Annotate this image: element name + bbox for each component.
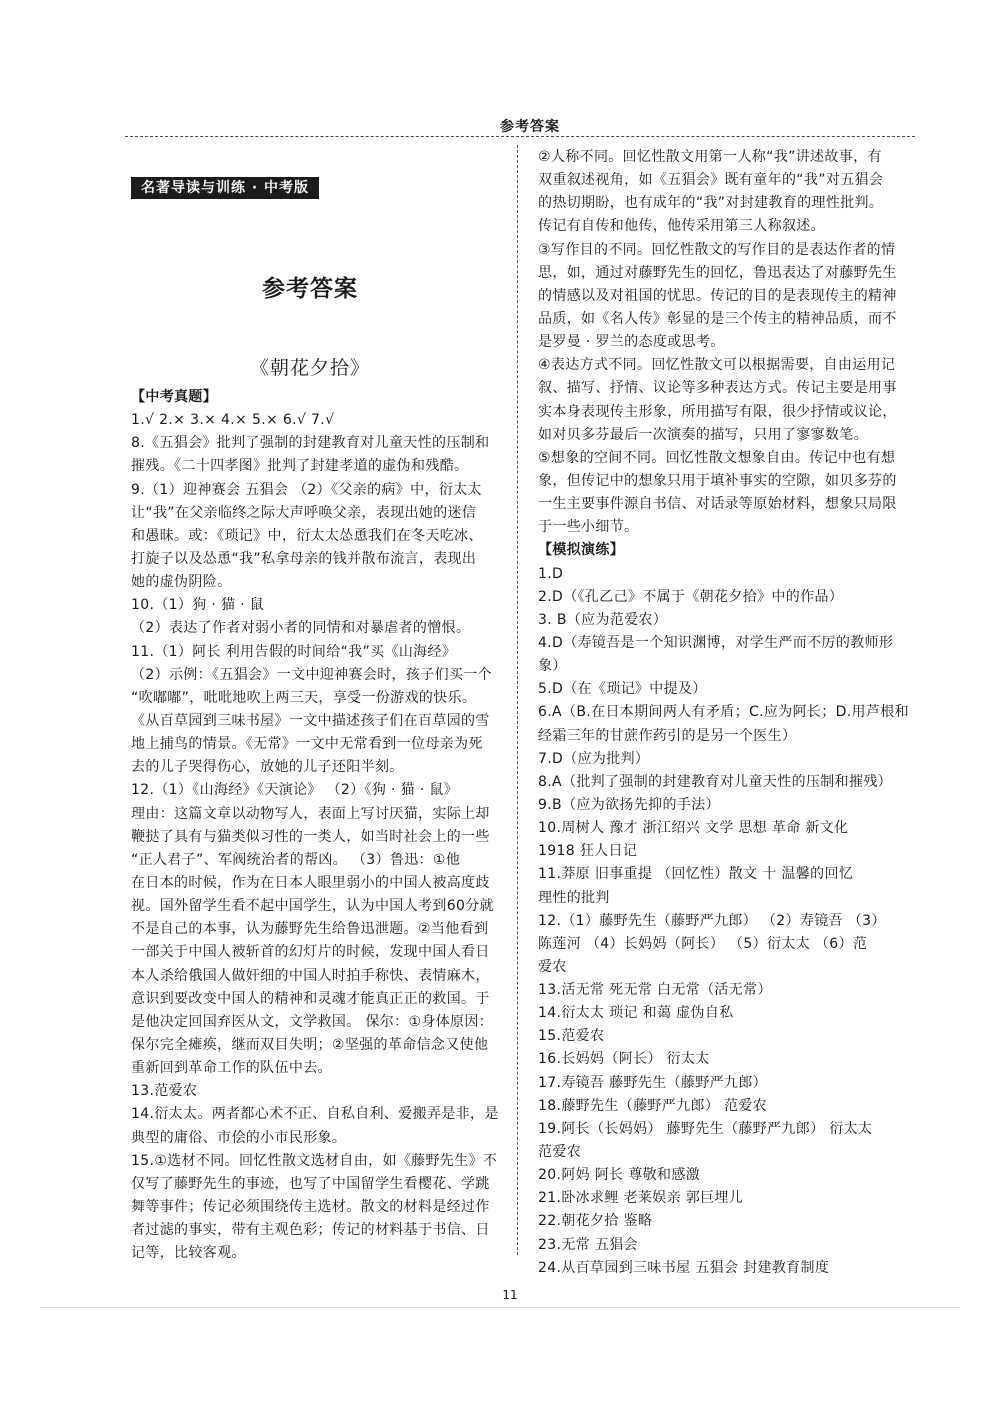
answer-line: 16.长妈妈（阿长） 衍太太	[538, 1051, 710, 1068]
answer-line: ③写作目的不同。回忆性散文的写作目的是表达作者的情	[538, 241, 896, 258]
answer-line: （2）示例：《五猖会》一文中迎神赛会时，孩子们买一个	[131, 666, 493, 683]
book-title: 《朝花夕拾》	[249, 357, 370, 379]
answer-line: 意识到要改变中国人的精神和灵魂才能真正正的救国。于	[131, 990, 490, 1007]
answer-line: “正人君子”、军阀统治者的帮凶。 （3）鲁迅：①他	[131, 851, 461, 868]
answer-line: 品质，如《名人传》彰显的是三个传主的精神品质，而不	[538, 310, 897, 327]
answer-line: 叙、描写、抒情、议论等多种表达方式。传记主要是用事	[538, 380, 897, 397]
section-heading: 【中考真题】	[131, 389, 218, 405]
answer-line: 1.√ 2.× 3.× 4.× 5.× 6.√ 7.√	[131, 412, 335, 429]
answer-line: 地上捕鸟的情景。《无常》一文中无常看到一位母亲为死	[131, 736, 483, 753]
answer-line: 理性的批判	[538, 889, 610, 906]
answer-line: 一部关于中国人被斩首的幻灯片的时候，发现中国人看日	[131, 944, 490, 961]
answer-line: ②人称不同。回忆性散文用第一人称“我”讲述故事，有	[538, 149, 882, 165]
answer-line: 9.B（应为欲扬先抑的手法）	[538, 796, 720, 813]
answer-line: 23.无常 五猖会	[538, 1236, 638, 1253]
answer-line: 舞等事件；传记必须围绕传主选材。散文的材料是经过作	[131, 1198, 490, 1215]
answer-line: 是他决定回国弃医从文，文学救国。 保尔：①身体原因：	[131, 1013, 494, 1030]
answer-line: 打旋子以及怂恿“我”私拿母亲的钱并散布流言，表现出	[131, 550, 477, 567]
series-banner: 名著导读与训练 · 中考版	[131, 177, 319, 199]
answer-line: 13.范爱农	[131, 1083, 198, 1100]
answer-line: 如对贝多芬最后一次演奏的描写，只用了寥寥数笔。	[538, 426, 869, 443]
left-column	[131, 386, 503, 1265]
answer-line: 《从百草园到三味书屋》一文中描述孩子们在百草园的雪	[131, 712, 490, 729]
answer-line: 14.衍太太。两者都心术不正、自私自利、爱搬弄是非，是	[131, 1106, 499, 1123]
answer-line: 15.①选材不同。回忆性散文选材自由，如《藤野先生》不	[131, 1152, 498, 1169]
answer-line: ④表达方式不同。回忆性散文可以根据需要，自由运用记	[538, 357, 896, 374]
answer-line: 的热切期盼，也有成年的“我”对封建教育的理性批判。	[538, 195, 884, 212]
answer-line: 10.周树人 豫才 浙江绍兴 文学 思想 革命 新文化	[538, 820, 849, 837]
answer-line: 7.D（应为批判）	[538, 750, 650, 767]
answer-line: 不是自己的本事，认为藤野先生给鲁迅泄题。②当他看到	[131, 921, 489, 938]
right-column	[538, 146, 910, 1280]
answer-line: 12.（1）藤野先生（藤野严九郎） （2）寿镜吾 （3）	[538, 912, 886, 929]
column-divider	[517, 145, 518, 1255]
answer-line: 摧残。《二十四孝图》批判了封建孝道的虚伪和残酷。	[131, 458, 469, 475]
answer-line: 象，但传记中的想象只用于填补事实的空隙，如贝多芬的	[538, 472, 897, 489]
answer-line: 15.范爱农	[538, 1028, 605, 1045]
running-header: 参考答案	[500, 119, 560, 135]
answer-line: 12.（1）《山海经》《天演论》 （2）《狗 · 猫 · 鼠》	[131, 782, 459, 799]
answer-line: 鞭挞了具有与猫类似习性的一类人，如当时社会上的一些	[131, 828, 490, 845]
answer-line: 仅写了藤野先生的事迹，也写了中国留学生看樱花、学跳	[131, 1175, 490, 1192]
answer-line: ⑤想象的空间不同。回忆性散文想象自由。传记中也有想	[538, 449, 896, 466]
answer-line: 3. B（应为范爱农）	[538, 611, 668, 628]
answer-line: 11.莽原 旧事重提 （回忆性）散文 十 温馨的回忆	[538, 866, 854, 883]
answer-line: 9.（1）迎神赛会 五猖会 （2）《父亲的病》中，衍太太	[131, 481, 482, 498]
answer-line: 4.D（寿镜吾是一个知识渊博，对学生严而不厉的教师形	[538, 634, 894, 651]
answer-line: 让“我”在父亲临终之际大声呼唤父亲，表现出她的迷信	[131, 504, 477, 521]
page-number: 11	[502, 1288, 518, 1302]
answer-line: 22.朝花夕拾 鉴略	[538, 1213, 653, 1230]
answer-line: 14.衍太太 琐记 和蔼 虚伪自私	[538, 1005, 734, 1022]
answer-line: 13.活无常 死无常 白无常（活无常）	[538, 982, 772, 999]
answer-line: 6.A（B.在日本期间两人有矛盾；C.应为阿长；D.用芦根和	[538, 704, 909, 721]
answer-line: 18.藤野先生（藤野严九郎） 范爱农	[538, 1097, 768, 1114]
answer-line: 她的虚伪阴险。	[131, 574, 232, 591]
answer-line: 24.从百草园到三味书屋 五猖会 封建教育制度	[538, 1259, 830, 1276]
answer-line: 保尔完全瘫痪，继而双目失明；②坚强的革命信念又使他	[131, 1036, 489, 1053]
answer-line: 1918 狂人日记	[538, 843, 638, 860]
answer-line: 本人杀给俄国人做奸细的中国人时拍手称快、表情麻木，	[131, 967, 490, 984]
answer-line: 典型的庸俗、市侩的小市民形象。	[131, 1129, 347, 1146]
answer-line: 者过滤的事实，带有主观色彩；传记的材料基于书信、日	[131, 1222, 490, 1239]
answer-line: 于一些小细节。	[538, 519, 639, 536]
answer-line: 双重叙述视角，如《五猖会》既有童年的“我”对五猖会	[538, 172, 884, 189]
answer-line: 传记有自传和他传，他传采用第三人称叙述。	[538, 218, 825, 235]
answer-line: 是罗曼 · 罗兰的态度或思考。	[538, 334, 725, 351]
answer-line: （2）表达了作者对弱小者的同情和对暴虐者的憎恨。	[131, 620, 471, 637]
answer-line: 去的儿子哭得伤心，放她的儿子还阳半刻。	[131, 759, 404, 776]
answer-line: 21.卧冰求鲤 老莱娱亲 郭巨埋儿	[538, 1190, 744, 1207]
answer-line: 5.D（在《琐记》中提及）	[538, 681, 707, 698]
answer-line: 记等，比较客观。	[131, 1245, 246, 1262]
answer-line: 范爱农	[538, 1144, 582, 1161]
answer-line: 8.《五猖会》批判了强制的封建教育对儿童天性的压制和	[131, 435, 490, 452]
answer-line: 思，如，通过对藤野先生的回忆，鲁迅表达了对藤野先生	[538, 264, 897, 281]
answer-line: “吹嘟嘟”，吡吡地吹上两三天，享受一份游戏的快乐。	[131, 689, 477, 706]
answer-line: 实本身表现传主形象，所用描写有限，很少抒情或议论，	[538, 403, 897, 420]
answer-line: 视。国外留学生看不起中国学生，认为中国人考到60分就	[131, 898, 494, 915]
answer-line: 在日本的时候，作为在日本人眼里弱小的中国人被高度歧	[131, 874, 490, 891]
answer-line: 20.阿妈 阿长 尊敬和感激	[538, 1167, 701, 1184]
answer-line: 一生主要事件源自书信、对话录等原始材料，想象只局限	[538, 496, 897, 513]
section-heading: 【模拟演练】	[538, 542, 625, 559]
answer-line: 经霜三年的甘蔗作药引的是另一个医生）	[538, 727, 797, 744]
answer-line: 和愚昧。或：《琐记》中，衍太太怂恿我们在冬天吃冰、	[131, 527, 483, 544]
answer-line: 爱农	[538, 958, 567, 975]
header-rule	[125, 136, 915, 137]
answer-line: 象）	[538, 658, 567, 675]
page-title: 参考答案	[262, 275, 358, 302]
answer-line: 的情感以及对祖国的忧思。传记的目的是表现传主的精神	[538, 287, 897, 304]
answer-line: 19.阿长（长妈妈） 藤野先生（藤野严九郎） 衍太太	[538, 1120, 873, 1137]
answer-line: 2.D（《孔乙己》不属于《朝花夕拾》中的作品）	[538, 588, 844, 605]
answer-line: 理由：这篇文章以动物写人，表面上写讨厌猫，实际上却	[131, 805, 490, 822]
answer-line: 17.寿镜吾 藤野先生（藤野严九郎）	[538, 1074, 768, 1091]
answer-line: 11.（1）阿长 利用告假的时间给“我”买《山海经》	[131, 643, 457, 660]
answer-line: 重新回到革命工作的队伍中去。	[131, 1060, 332, 1077]
answer-line: 1.D	[538, 565, 564, 582]
footer-rule	[40, 1307, 960, 1308]
answer-line: 10.（1）狗 · 猫 · 鼠	[131, 597, 265, 614]
answer-line: 陈莲河 （4）长妈妈（阿长） （5）衍太太 （6）范	[538, 935, 868, 952]
answer-line: 8.A（批判了强制的封建教育对儿童天性的压制和摧残）	[538, 773, 893, 790]
